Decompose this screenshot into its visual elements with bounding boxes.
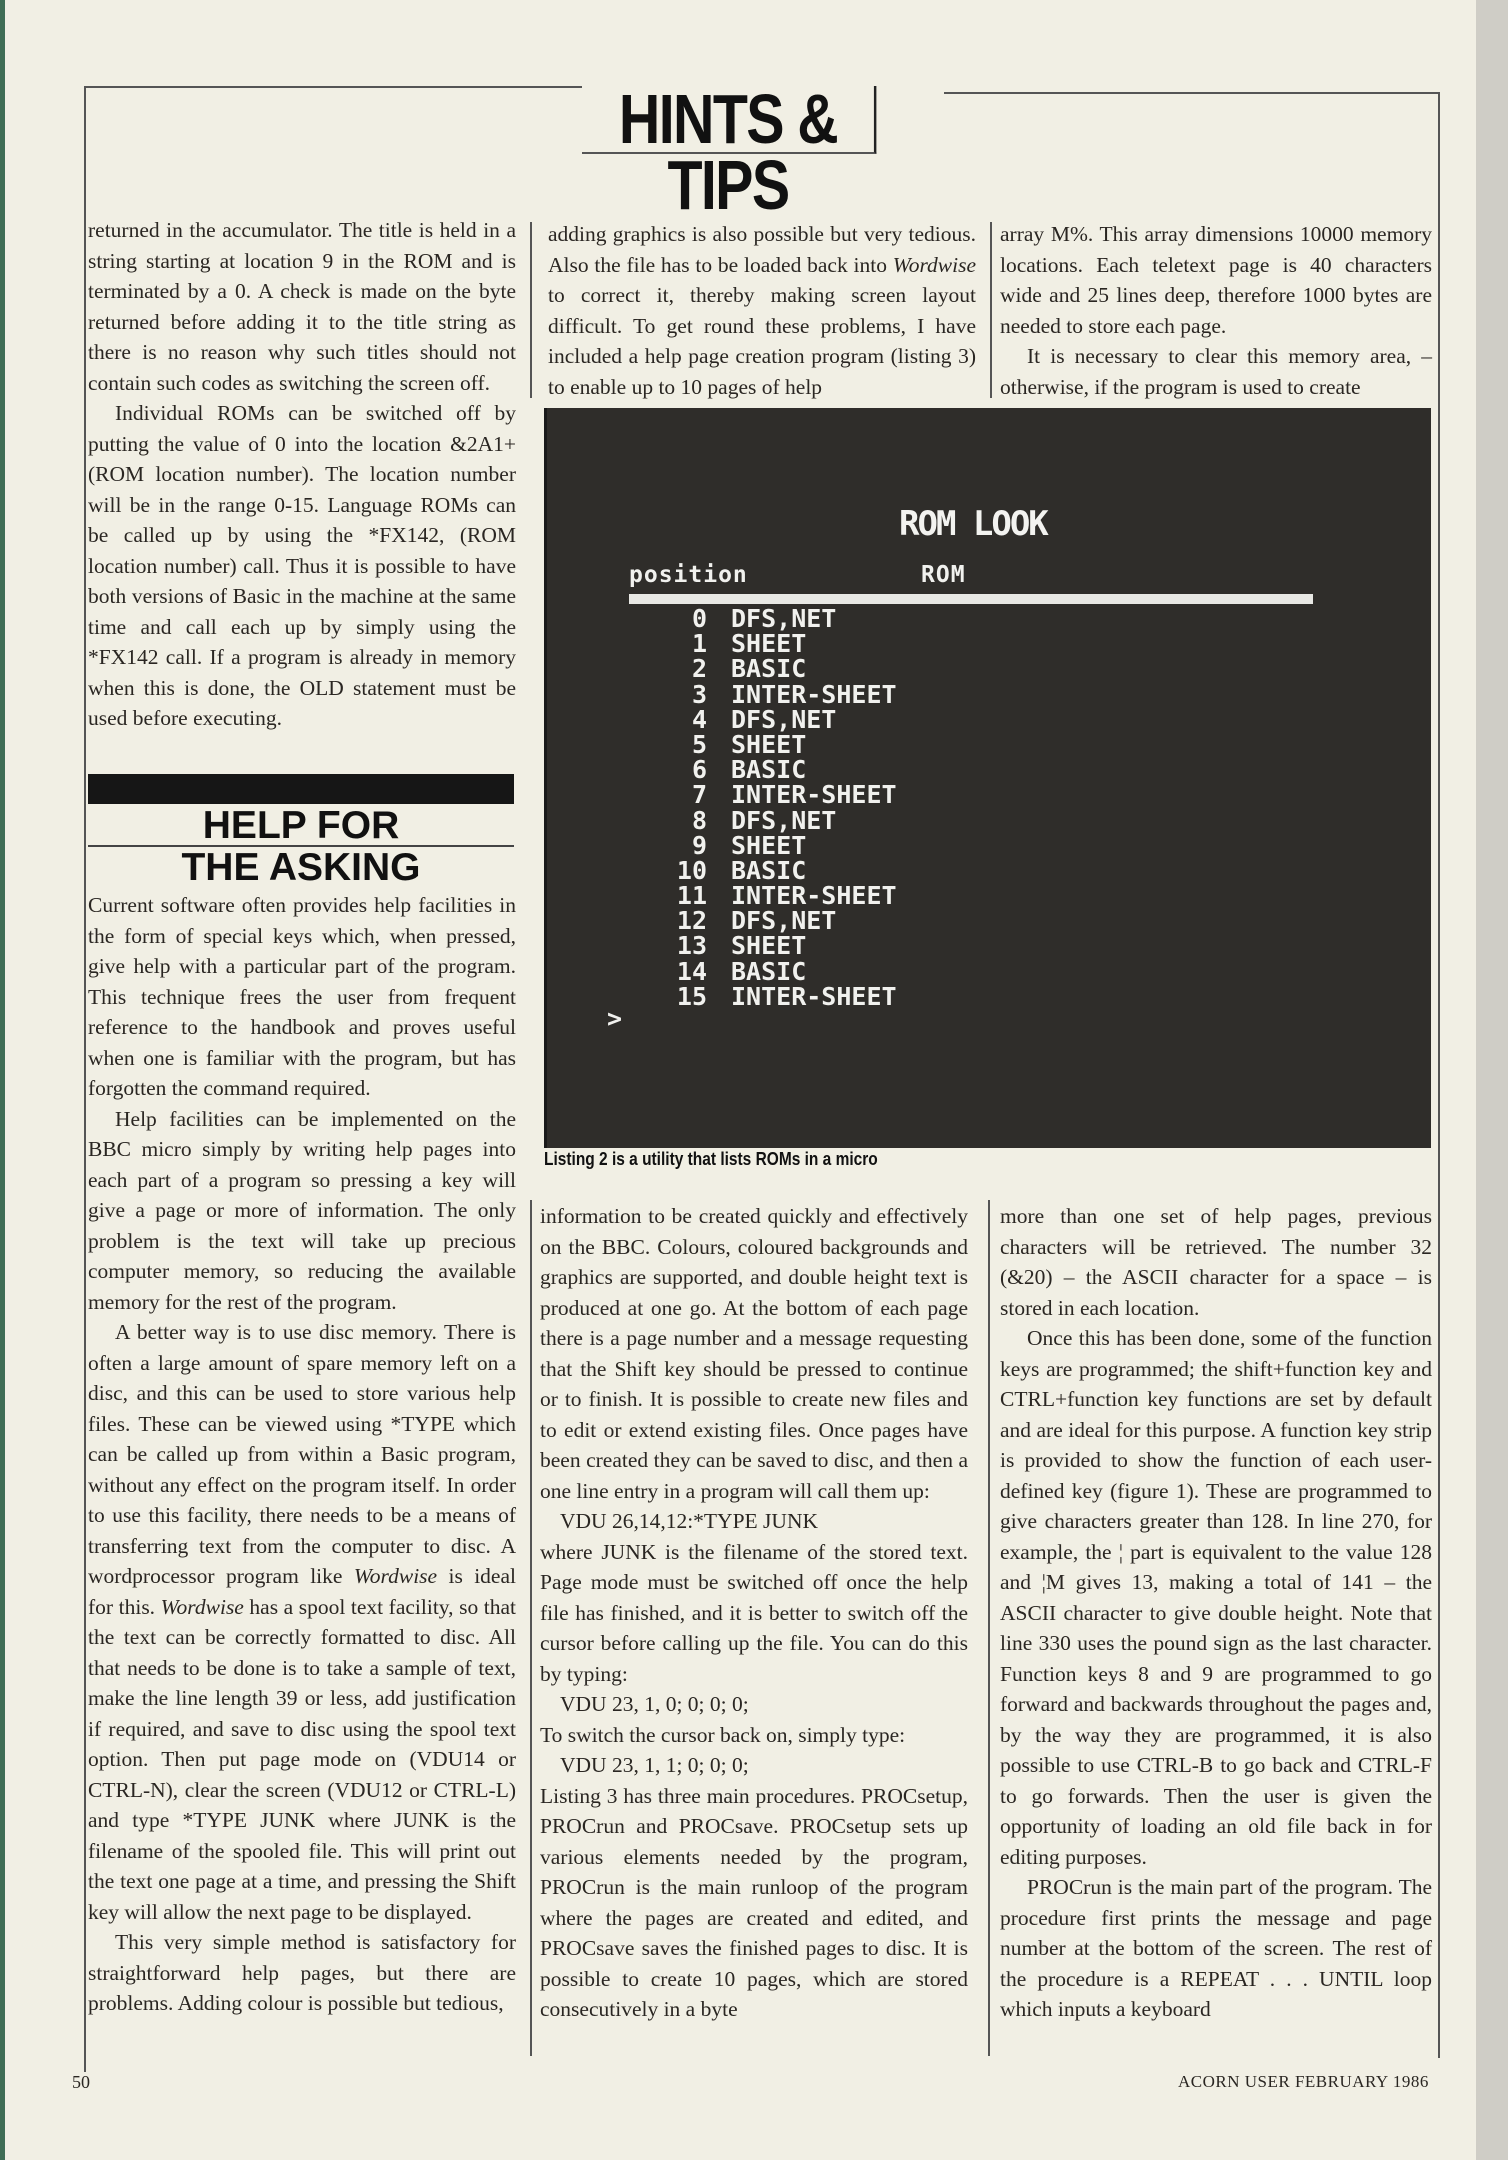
paragraph: Help facilities can be implemented on the BBC micro simply by writing help pages into each part of a program so pressing a key will give a page or more of information. The only problem is the text will take up precious computer memory, so reducing the available memory for the rest of the program. [88, 1106, 516, 1314]
rom-position: 11 [676, 881, 707, 911]
rom-position: 7 [691, 780, 707, 810]
rom-row [657, 755, 1077, 785]
column-rule [990, 222, 992, 398]
rom-row [657, 679, 1077, 709]
frame-left-rule [84, 86, 86, 2072]
column-1-top [88, 215, 516, 734]
paragraph: returned in the accumulator. The title is held in a string starting at location 9 in the ROM and is terminated by a 0. A check is made on the byte returned before adding it to the title string as there is no reason why such titles should not contain such codes as switching the screen off. [88, 218, 516, 395]
rom-row [657, 729, 1077, 759]
rom-name: BASIC [731, 956, 807, 986]
rom-name: INTER-SHEET [731, 881, 897, 911]
rom-position: 2 [691, 654, 707, 684]
column-3-top [1000, 219, 1432, 402]
paragraph [88, 1317, 516, 1927]
rom-row [657, 906, 1077, 936]
section-heading-line-1: HELP FOR [202, 804, 400, 847]
text-run: is ideal for this. [88, 1564, 516, 1619]
column-rule [988, 1200, 990, 2056]
rom-position: 1 [691, 629, 707, 659]
frame-top-rule-right [944, 92, 1440, 94]
page-edge-left [0, 0, 5, 2160]
rom-position: 12 [676, 906, 707, 936]
rom-row [657, 606, 1077, 631]
frame-right-rule [1438, 92, 1440, 2058]
screen-title: ROM LOOK [899, 504, 1047, 544]
column-rule [530, 1200, 532, 2056]
rom-position: 15 [676, 981, 707, 1011]
rom-name: DFS,NET [731, 704, 837, 734]
text-run: has a spool text facility, so that the text can be correctly formatted to disc. All that needs to be done is to take a sample of text, make the line length 39 or less, add justification if required, and save to disc using the spool text option. Then put page mode on (VDU14 or CTRL-N), clear the screen (VDU12 or CTRL-L) and type *TYPE JUNK where JUNK is the filename of the spooled file. This will print out the text one page at a time, and pressing the Shift key will allow the next page to be displayed. [88, 1594, 516, 1924]
rom-position: 6 [691, 755, 707, 785]
rom-row [657, 805, 1077, 835]
magazine-issue: ACORN USER FEBRUARY 1986 [1178, 2072, 1429, 2091]
code-line: VDU 23, 1, 0; 0; 0; 0; [560, 1692, 749, 1716]
rom-row [657, 855, 1077, 885]
paragraph: PROCrun is the main part of the program. The procedure first prints the message and page number at the bottom of the screen. The rest of the procedure is a REPEAT . . . UNTIL loop which inputs a keyboard [1000, 1875, 1432, 2021]
column-2-bottom [540, 1201, 968, 2025]
rom-position: 14 [676, 956, 707, 986]
rom-position: 4 [691, 704, 707, 734]
paragraph: information to be created quickly and effectively on the BBC. Colours, coloured backgrounds and graphics are supported, and double height text is produced at one go. At the bottom of each page there is a page number and a message requesting that the Shift key should be pressed to continue or to finish. It is possible to create new files and to edit or extend existing files. Once pages have been created they can be saved to disc, and then a one line entry in a program will call them up: [540, 1204, 968, 1503]
rom-name: DFS,NET [731, 805, 837, 835]
column-2-top [548, 219, 976, 402]
text-run: to correct it, thereby making screen layout difficult. To get round these problems, I have included a help page creation program (listing 3) to enable up to 10 pages of help [548, 283, 976, 399]
screen-column-position: position [629, 562, 748, 588]
figure-caption: Listing 2 is a utility that lists ROMs in a micro [544, 1149, 878, 1169]
rom-row [657, 881, 1077, 911]
code-line: VDU 23, 1, 1; 0; 0; 0; [560, 1753, 749, 1777]
rom-name: DFS,NET [731, 906, 837, 936]
text-run: adding graphics is also possible but very tedious. Also the file has to be loaded back into [548, 222, 976, 277]
rom-name: SHEET [731, 629, 807, 659]
product-name: Wordwise [892, 252, 976, 277]
rom-name: INTER-SHEET [731, 981, 897, 1011]
rom-row [657, 780, 1077, 810]
page-title: HINTS & TIPS [582, 86, 876, 154]
screen-column-rom: ROM [921, 562, 966, 588]
paragraph: Individual ROMs can be switched off by putting the value of 0 into the location &2A1+(ROM location number). The location number will be in the range 0-15. Language ROMs can be called up by using the *FX142, (ROM location number) call. Thus it is possible to have both versions of Basic in the machine at the same time and call each up by simply using the *FX142 call. If a program is already in memory when this is done, the OLD statement must be used before executing. [88, 401, 516, 730]
rom-name: SHEET [731, 729, 807, 759]
section-bar [88, 774, 514, 804]
column-rule [530, 222, 532, 398]
rom-position: 9 [691, 830, 707, 860]
paragraph: more than one set of help pages, previous characters will be retrieved. The number 32 (&20) – the ASCII character for a space – is stored in each location. [1000, 1204, 1432, 1320]
frame-top-rule-left [84, 86, 582, 88]
rom-row [657, 931, 1077, 961]
rom-name: BASIC [731, 654, 807, 684]
rom-position: 3 [691, 679, 707, 709]
screenshot-rom-look [544, 408, 1431, 1148]
screen-underline [629, 594, 1313, 604]
rom-row [657, 629, 1077, 659]
column-1-bottom [88, 890, 516, 2019]
paragraph: Current software often provides help facilities in the form of special keys which, when pressed, give help with a particular part of the program. This technique frees the user from frequent reference to the handbook and proves useful when one is familiar with the program, but has forgotten the command required. [88, 893, 516, 1100]
paragraph: where JUNK is the filename of the stored text. Page mode must be switched off once the help file has finished, and it is better to switch off the cursor before calling up the file. You can do this by typing: [540, 1539, 968, 1686]
page-edge-right [1476, 0, 1508, 2160]
rom-position: 13 [676, 931, 707, 961]
paragraph: To switch the cursor back on, simply type: [540, 1722, 906, 1747]
rom-row [657, 956, 1077, 986]
product-name: Wordwise [353, 1564, 438, 1588]
rom-list [657, 606, 1077, 1009]
rom-row [657, 981, 1077, 1011]
rom-name: SHEET [731, 830, 807, 860]
rom-position: 0 [691, 604, 707, 633]
column-3-bottom [1000, 1201, 1432, 2025]
rom-name: SHEET [731, 931, 807, 961]
section-heading-line-2: THE ASKING [181, 846, 421, 889]
product-name: Wordwise [160, 1594, 244, 1619]
rom-name: DFS,NET [731, 604, 837, 633]
code-line: VDU 26,14,12:*TYPE JUNK [560, 1509, 818, 1533]
text-run: A better way is to use disc memory. There is often a large amount of spare memory left on a disc, and this can be used to store various help files. These can be viewed using *TYPE which can be called up from within a Basic program, without any effect on the program itself. In order to use this facility, there needs to be a means of transferring text from the computer to disc. A wordprocessor program like [88, 1320, 516, 1588]
paragraph: Once this has been done, some of the function keys are programmed; the shift+function key and CTRL+function key functions are set by default and are ideal for this purpose. A function key strip is provided to show the function of each user-defined key (figure 1). These are programmed to give characters greater than 128. In line 270, for example, the ¦ part is equivalent to the value 128 and ¦M gives 13, making a total of 141 – the ASCII character to give double height. Note that line 330 uses the pound sign as the last character. Function keys 8 and 9 are programmed to go forward and backwards throughout the pages and, by the way they are programmed, it is also possible to use CTRL-B to go back and CTRL-F to go forwards. Then the user is given the opportunity of loading an old file back in for editing purposes. [1000, 1326, 1432, 1869]
rom-name: BASIC [731, 755, 807, 785]
rom-name: INTER-SHEET [731, 780, 897, 810]
rom-row [657, 830, 1077, 860]
paragraph: array M%. This array dimensions 10000 memory locations. Each teletext page is 40 characters wide and 25 lines deep, therefore 1000 bytes are needed to store each page. [1000, 222, 1432, 338]
rom-position: 10 [676, 855, 707, 885]
rom-position: 8 [691, 805, 707, 835]
rom-name: BASIC [731, 855, 807, 885]
paragraph: This very simple method is satisfactory for straightforward help pages, but there are problems. Adding colour is possible but tedious, [88, 1930, 516, 2015]
page-number: 50 [72, 2072, 90, 2092]
rom-row [657, 704, 1077, 734]
screen-prompt: > [607, 1004, 623, 1033]
rom-row [657, 654, 1077, 684]
paragraph [548, 219, 976, 402]
rom-name: INTER-SHEET [731, 679, 897, 709]
paragraph: Listing 3 has three main procedures. PROCsetup, PROCrun and PROCsave. PROCsetup sets up various elements needed by the program, PROCrun is the main runloop of the program where the pages are created and edited, and PROCsave saves the finished pages to disc. It is possible to create 10 pages, which are stored consecutively in a byte [540, 1783, 968, 2021]
paragraph: It is necessary to clear this memory area, – otherwise, if the program is used to create [1000, 344, 1432, 399]
rom-position: 5 [691, 729, 707, 759]
